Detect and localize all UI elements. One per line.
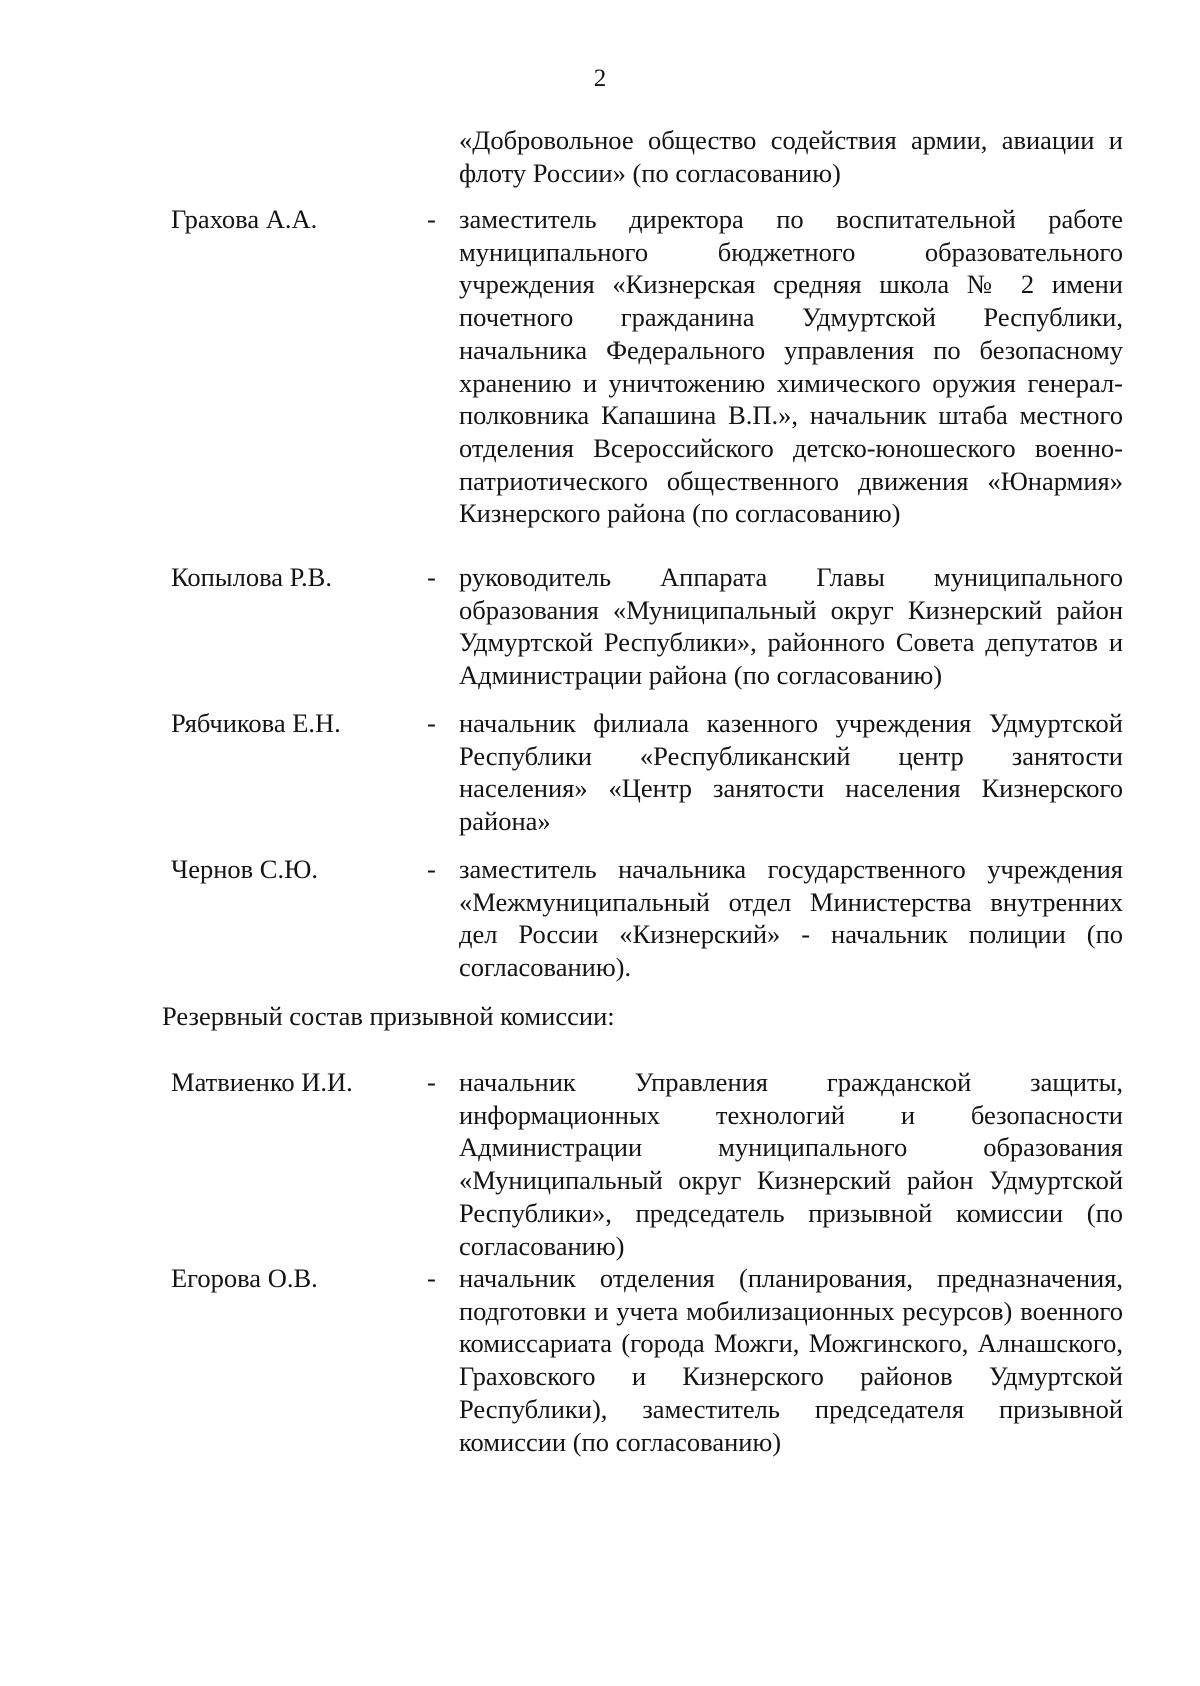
member-description: заместитель начальника государственного учреждения «Межмуниципальный отдел Министерства внутренних дел России «Кизнерский» - начальник полиции (по согласованию). [459, 854, 1123, 983]
reserve-heading: Резервный состав призывной комиссии: [162, 1001, 615, 1031]
intro-text: «Добровольное общество содействия армии, авиации и флоту России» (по согласованию) [459, 125, 1123, 188]
member-dash: - [427, 708, 436, 738]
member-name: Рябчикова Е.Н. [171, 708, 341, 738]
reserve-member-dash: - [427, 1067, 436, 1097]
member-description: руководитель Аппарата Главы муниципального образования «Муниципальный округ Кизнерский район Удмуртской Республики», районного Совета депутатов и Администрации района (по согласованию) [459, 562, 1123, 691]
member-name: Чернов С.Ю. [171, 854, 318, 884]
reserve-member-name: Матвиенко И.И. [171, 1067, 353, 1097]
member-description: начальник филиала казенного учреждения Удмуртской Республики «Республиканский центр занятости населения» «Центр занятости населения Кизнерского района» [459, 708, 1123, 837]
member-name: Копылова Р.В. [171, 562, 332, 592]
member-dash: - [427, 854, 436, 884]
member-dash: - [427, 562, 436, 592]
page-number: 2 [593, 65, 607, 92]
reserve-member-name: Егорова О.В. [171, 1263, 318, 1293]
reserve-member-description: начальник Управления гражданской защиты, информационных технологий и безопасности Администрации муниципального образования «Муниципальный округ Кизнерский район Удмуртской Республики», председатель призывной комиссии (по согласованию) [459, 1067, 1123, 1261]
reserve-member-dash: - [427, 1263, 436, 1293]
member-description: заместитель директора по воспитательной работе муниципального бюджетного образовательного учреждения «Кизнерская средняя школа № 2 имени почетного гражданина Удмуртской Республики, начальника Федерального управления по безопасному хранению и уничтожению химического оружия генерал-полковника Капашина В.П.», начальник штаба местного отделения Всероссийского детско-юношеского военно-патриотического общественного движения «Юнармия» Кизнерского района (по согласованию) [459, 204, 1123, 529]
member-name: Грахова А.А. [171, 204, 318, 234]
member-dash: - [427, 204, 436, 234]
reserve-member-description: начальник отделения (планирования, предназначения, подготовки и учета мобилизационных ресурсов) военного комиссариата (города Можги, Можгинского, Алнашского, Граховского и Кизнерского районов Удмуртской Республики), заместитель председателя призывной комиссии (по согласованию) [459, 1263, 1123, 1457]
